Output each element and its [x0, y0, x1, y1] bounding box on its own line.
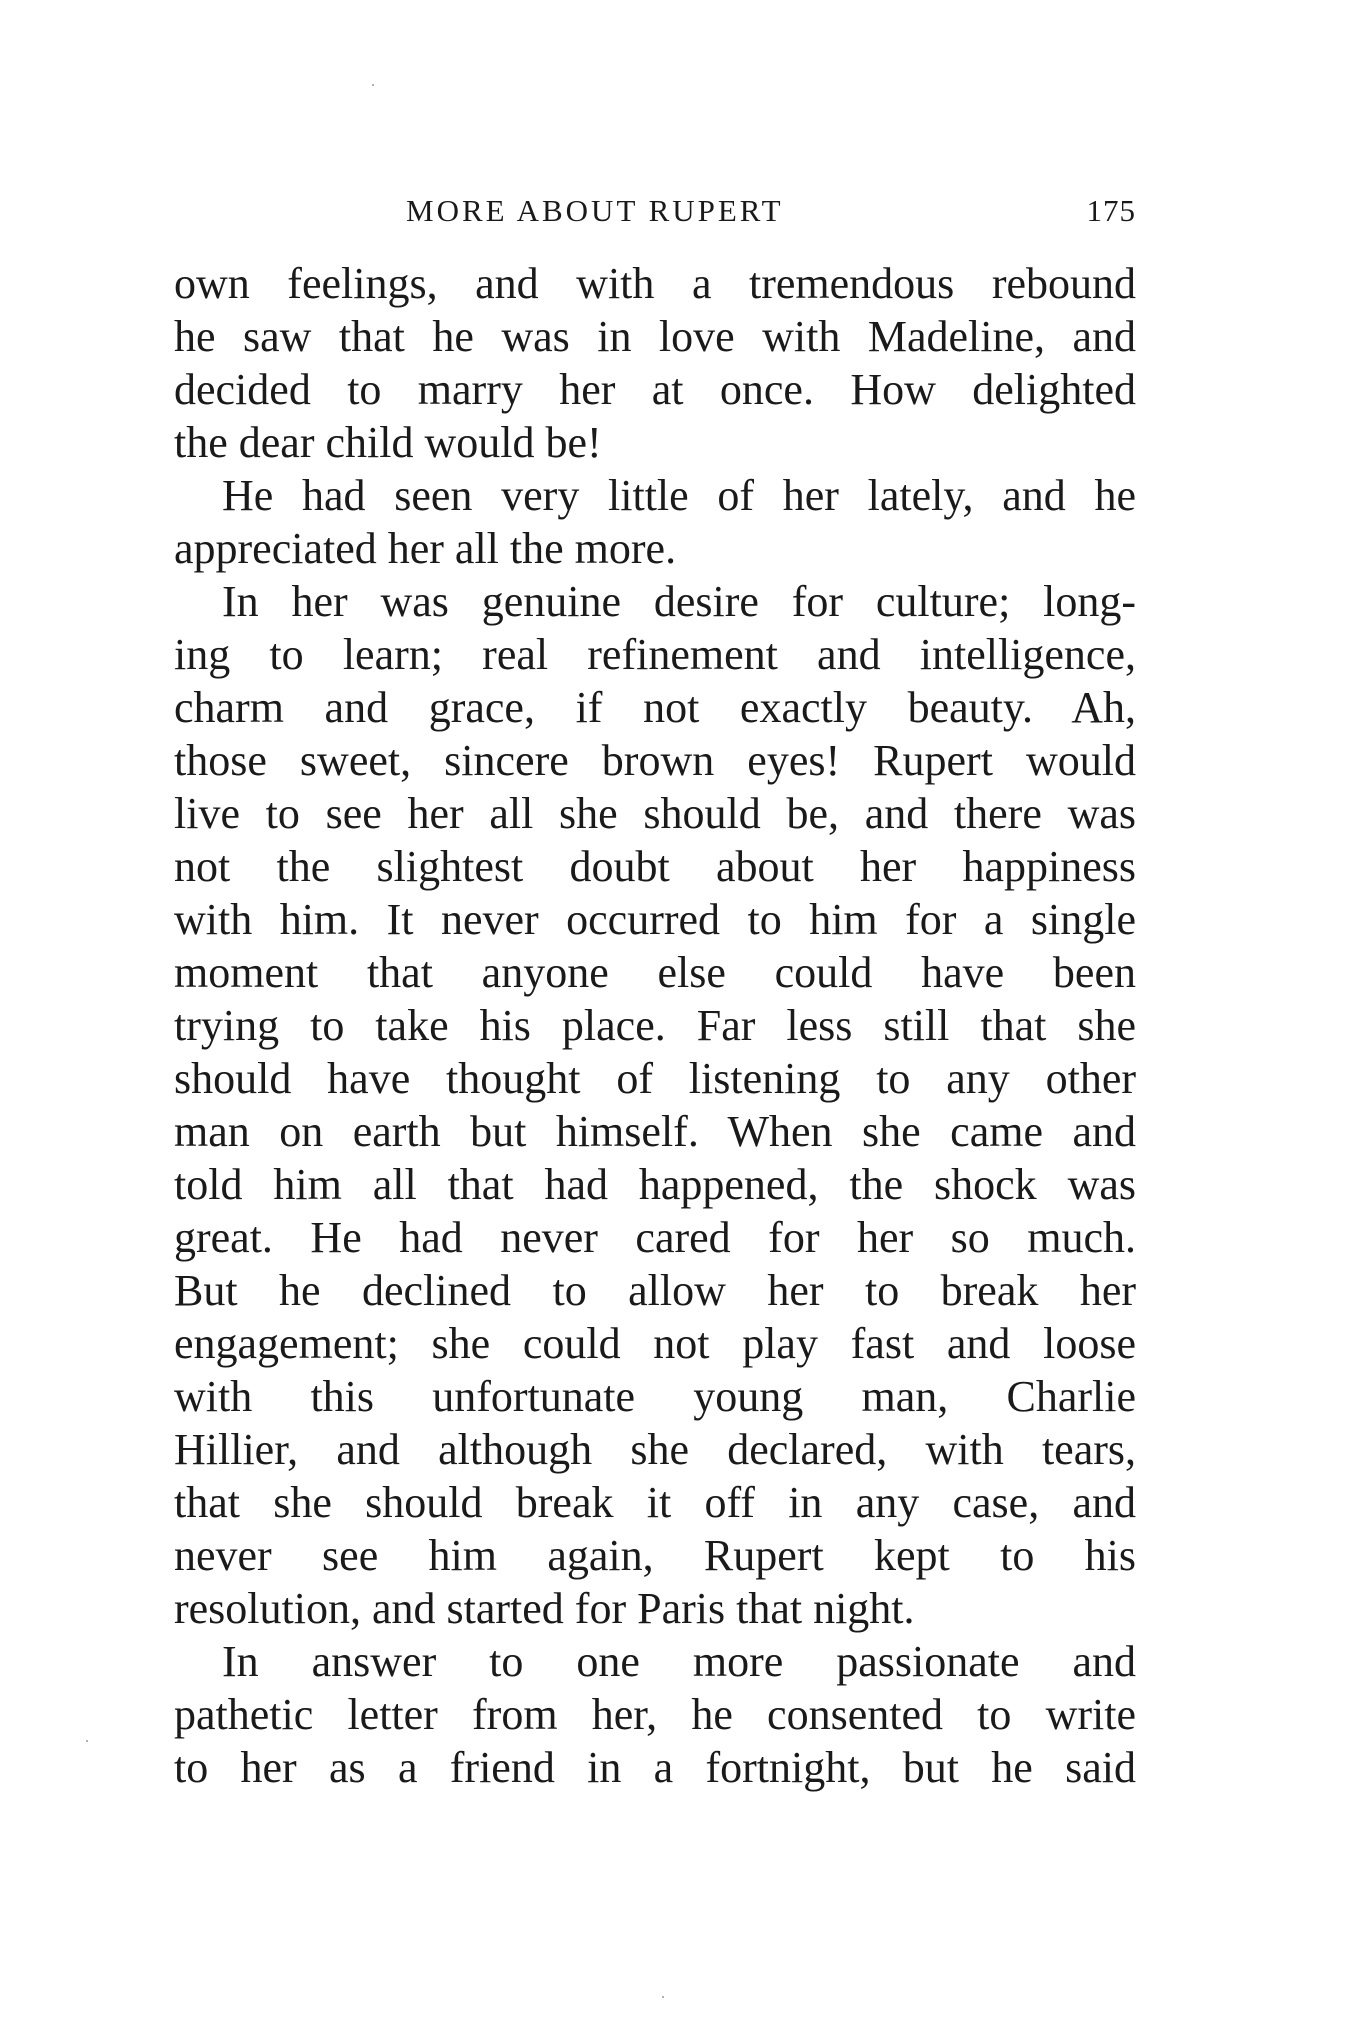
- text-line: never see him again, Rupert kept to his: [174, 1531, 1136, 1580]
- text-line: pathetic letter from her, he consented to write: [174, 1690, 1136, 1739]
- text-line: the dear child would be!: [174, 418, 602, 467]
- text-line: that she should break it off in any case, and: [174, 1478, 1136, 1527]
- text-line: resolution, and started for Paris that night.: [174, 1584, 915, 1633]
- text-line: those sweet, sincere brown eyes! Rupert would: [174, 736, 1136, 785]
- page-number: 175: [1086, 193, 1136, 228]
- text-line: live to see her all she should be, and there was: [174, 789, 1136, 838]
- paper-speck: [662, 1996, 664, 1998]
- text-line: But he declined to allow her to break her: [174, 1266, 1136, 1315]
- text-line: with this unfortunate young man, Charlie: [174, 1372, 1136, 1421]
- text-line: man on earth but himself. When she came and: [174, 1107, 1136, 1156]
- text-line: own feelings, and with a tremendous rebound: [174, 259, 1136, 308]
- text-line: Hillier, and although she declared, with tears,: [174, 1425, 1136, 1474]
- running-title: MORE ABOUT RUPERT: [406, 193, 784, 228]
- text-line: trying to take his place. Far less still that she: [174, 1001, 1136, 1050]
- text-line: he saw that he was in love with Madeline, and: [174, 312, 1136, 361]
- text-line: told him all that had happened, the shock was: [174, 1160, 1136, 1209]
- text-line: moment that anyone else could have been: [174, 948, 1136, 997]
- text-line: with him. It never occurred to him for a single: [174, 895, 1136, 944]
- text-line: ing to learn; real refinement and intelligence,: [174, 630, 1136, 679]
- text-line: He had seen very little of her lately, and he: [222, 471, 1136, 520]
- text-line: In answer to one more passionate and: [222, 1637, 1136, 1686]
- text-line: not the slightest doubt about her happiness: [174, 842, 1136, 891]
- text-line: great. He had never cared for her so much.: [174, 1213, 1136, 1262]
- body-text: [174, 257, 1136, 1794]
- text-line: appreciated her all the more.: [174, 524, 677, 573]
- paper-speck: [86, 1740, 88, 1742]
- text-line: should have thought of listening to any other: [174, 1054, 1136, 1103]
- text-line: engagement; she could not play fast and loose: [174, 1319, 1136, 1368]
- paper-speck: [372, 84, 374, 86]
- running-head: [174, 186, 1136, 236]
- text-line: to her as a friend in a fortnight, but he said: [174, 1743, 1136, 1792]
- text-line: charm and grace, if not exactly beauty. Ah,: [174, 683, 1136, 732]
- text-line: decided to marry her at once. How delighted: [174, 365, 1136, 414]
- text-line: In her was genuine desire for culture; long-: [222, 577, 1136, 626]
